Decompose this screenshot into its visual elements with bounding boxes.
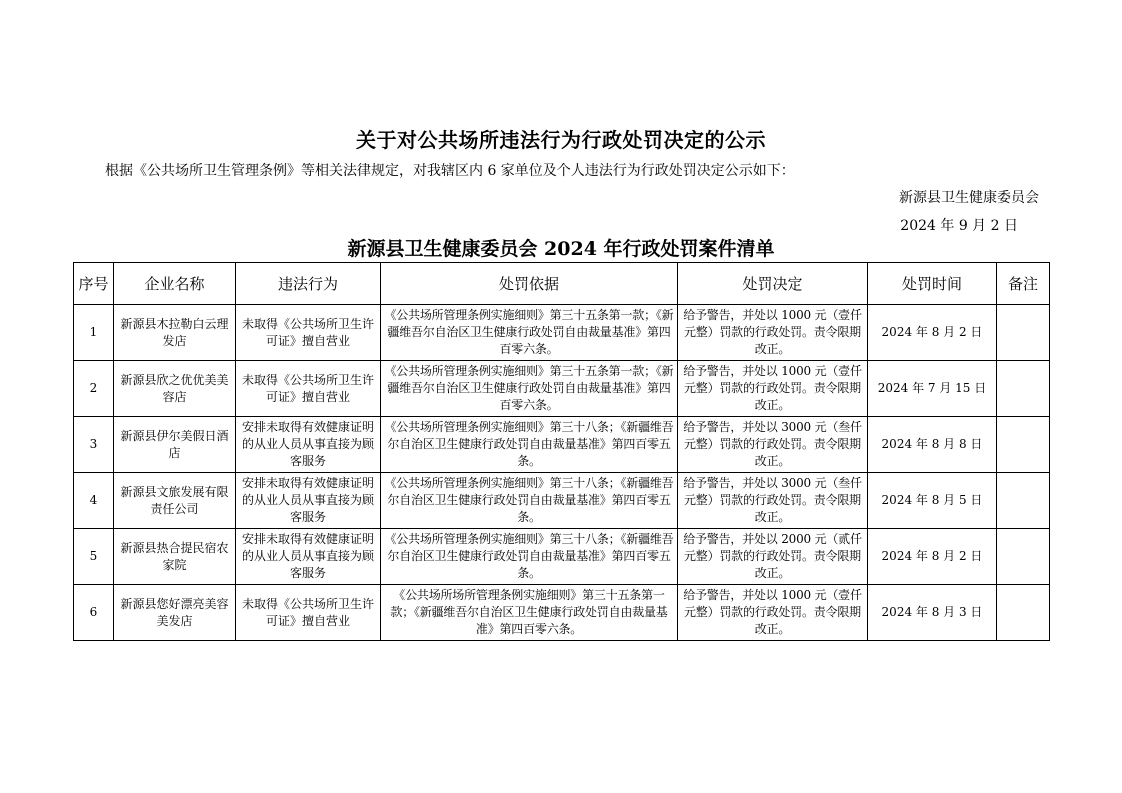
- cell-date: 2024 年 7 月 15 日: [868, 361, 997, 417]
- cell-basis: 《公共场所管理条例实施细则》第三十八条；《新疆维吾尔自治区卫生健康行政处罚自由裁量基准》第四百零五条。: [381, 473, 678, 529]
- table-header-row: [74, 263, 1050, 305]
- cell-decision: 给予警告，并处以 2000 元（贰仟元整）罚款的行政处罚。责令限期改正。: [678, 529, 868, 585]
- cell-note: [997, 305, 1050, 361]
- cell-decision: 给予警告，并处以 1000 元（壹仟元整）罚款的行政处罚。责令限期改正。: [678, 305, 868, 361]
- cell-note: [997, 417, 1050, 473]
- header-date: 处罚时间: [868, 263, 997, 305]
- cell-basis: 《公共场所管理条例实施细则》第三十八条；《新疆维吾尔自治区卫生健康行政处罚自由裁量基准》第四百零五条。: [381, 529, 678, 585]
- cell-note: [997, 473, 1050, 529]
- cell-no: 2: [74, 361, 114, 417]
- table-row: [74, 417, 1050, 473]
- cell-note: [997, 585, 1050, 641]
- cell-violation: 未取得《公共场所卫生许可证》擅自营业: [236, 361, 381, 417]
- table-title: 新源县卫生健康委员会 2024 年行政处罚案件清单: [347, 238, 775, 260]
- table-row: [74, 473, 1050, 529]
- cell-name: 新源县您好漂亮美容美发店: [114, 585, 236, 641]
- intro-paragraph: 根据《公共场所卫生管理条例》等相关法律规定，对我辖区内 6 家单位及个人违法行为行政处罚决定公示如下：: [105, 163, 795, 179]
- table-row: [74, 361, 1050, 417]
- cell-name: 新源县文旅发展有限责任公司: [114, 473, 236, 529]
- document-title: 关于对公共场所违法行为行政处罚决定的公示: [356, 128, 766, 152]
- cell-name: 新源县欣之优优美美容店: [114, 361, 236, 417]
- header-decision: 处罚决定: [678, 263, 868, 305]
- cell-decision: 给予警告，并处以 3000 元（叁仟元整）罚款的行政处罚。责令限期改正。: [678, 417, 868, 473]
- penalty-cases-table: [73, 262, 1050, 641]
- cell-no: 5: [74, 529, 114, 585]
- header-no: 序号: [74, 263, 114, 305]
- header-basis: 处罚依据: [381, 263, 678, 305]
- cell-name: 新源县伊尔美假日酒店: [114, 417, 236, 473]
- cell-no: 3: [74, 417, 114, 473]
- cell-violation: 未取得《公共场所卫生许可证》擅自营业: [236, 305, 381, 361]
- cell-date: 2024 年 8 月 2 日: [868, 305, 997, 361]
- cell-date: 2024 年 8 月 3 日: [868, 585, 997, 641]
- cell-no: 1: [74, 305, 114, 361]
- table-row: [74, 585, 1050, 641]
- cell-date: 2024 年 8 月 8 日: [868, 417, 997, 473]
- cell-basis: 《公共场所管理条例实施细则》第三十五条第一款；《新疆维吾尔自治区卫生健康行政处罚自由裁量基准》第四百零六条。: [381, 305, 678, 361]
- cell-note: [997, 361, 1050, 417]
- issue-date: 2024 年 9 月 2 日: [900, 218, 1018, 234]
- cell-decision: 给予警告，并处以 1000 元（壹仟元整）罚款的行政处罚。责令限期改正。: [678, 361, 868, 417]
- cell-no: 4: [74, 473, 114, 529]
- cell-decision: 给予警告，并处以 1000 元（壹仟元整）罚款的行政处罚。责令限期改正。: [678, 585, 868, 641]
- cell-violation: 未取得《公共场所卫生许可证》擅自营业: [236, 585, 381, 641]
- cell-no: 6: [74, 585, 114, 641]
- cell-violation: 安排未取得有效健康证明的从业人员从事直接为顾客服务: [236, 529, 381, 585]
- cell-basis: 《公共场所场所管理条例实施细则》第三十五条第一款；《新疆维吾尔自治区卫生健康行政处罚自由裁量基准》第四百零六条。: [381, 585, 678, 641]
- table-row: [74, 529, 1050, 585]
- header-note: 备注: [997, 263, 1050, 305]
- cell-name: 新源县热合提民宿农家院: [114, 529, 236, 585]
- cell-violation: 安排未取得有效健康证明的从业人员从事直接为顾客服务: [236, 473, 381, 529]
- cell-violation: 安排未取得有效健康证明的从业人员从事直接为顾客服务: [236, 417, 381, 473]
- issuer-name: 新源县卫生健康委员会: [899, 190, 1039, 206]
- cell-name: 新源县木拉勒白云理发店: [114, 305, 236, 361]
- cell-note: [997, 529, 1050, 585]
- table-row: [74, 305, 1050, 361]
- cell-basis: 《公共场所管理条例实施细则》第三十八条；《新疆维吾尔自治区卫生健康行政处罚自由裁量基准》第四百零五条。: [381, 417, 678, 473]
- header-name: 企业名称: [114, 263, 236, 305]
- cell-basis: 《公共场所管理条例实施细则》第三十五条第一款；《新疆维吾尔自治区卫生健康行政处罚自由裁量基准》第四百零六条。: [381, 361, 678, 417]
- header-violation: 违法行为: [236, 263, 381, 305]
- cell-date: 2024 年 8 月 2 日: [868, 529, 997, 585]
- cell-decision: 给予警告，并处以 3000 元（叁仟元整）罚款的行政处罚。责令限期改正。: [678, 473, 868, 529]
- cell-date: 2024 年 8 月 5 日: [868, 473, 997, 529]
